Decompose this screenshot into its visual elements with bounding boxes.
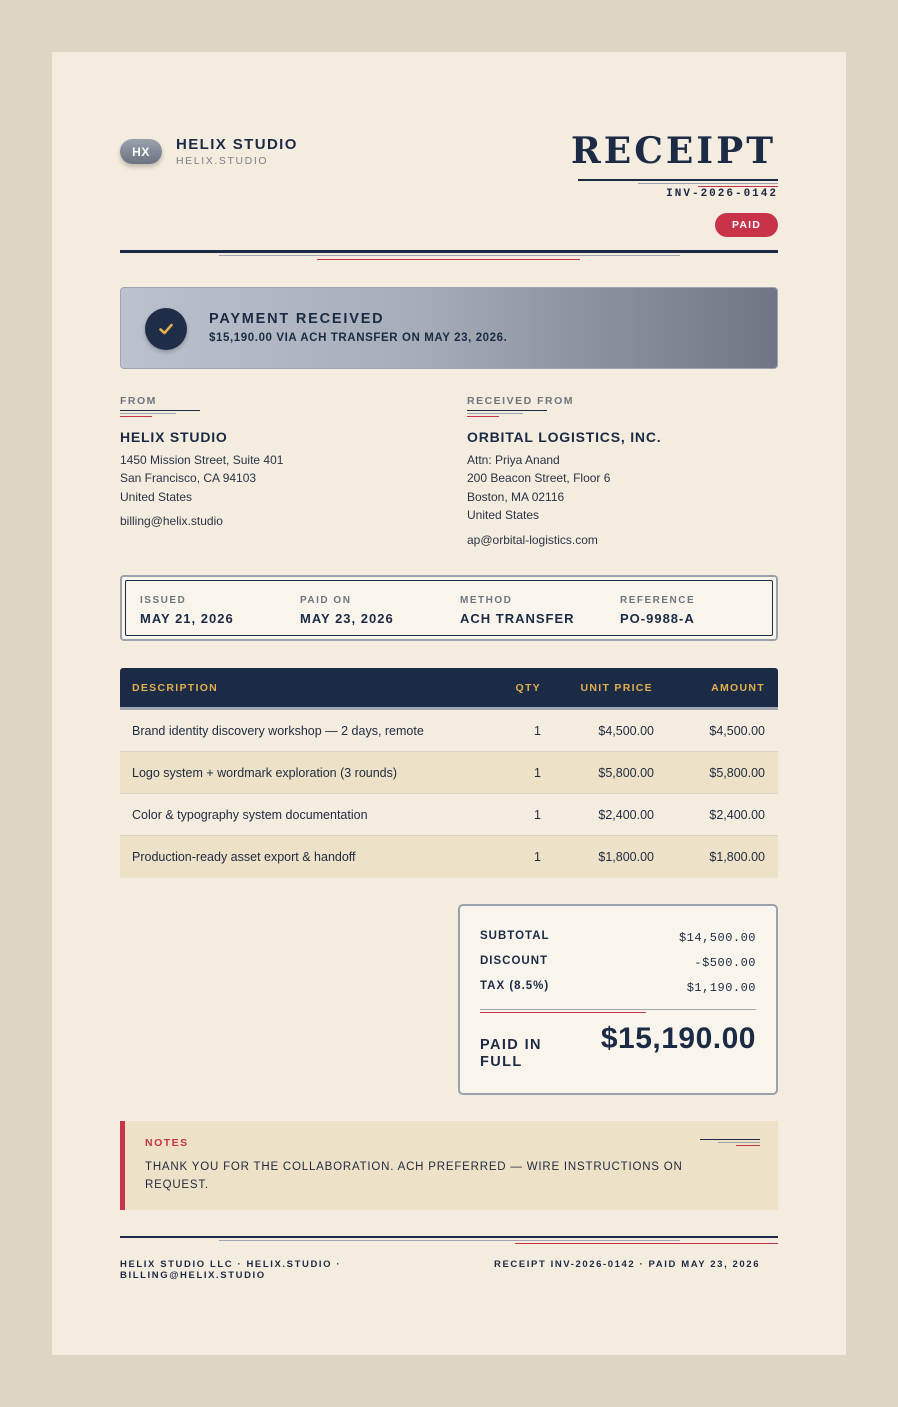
meta-method-label: METHOD [460,595,513,606]
received-from-label: RECEIVED FROM [467,395,575,407]
row-qty: 1 [534,808,541,822]
from-label: FROM [120,395,157,407]
row-unit-price: $1,800.00 [598,850,654,864]
received-from-name: ORBITAL LOGISTICS, INC. [467,429,662,445]
paid-in-full-value: $15,190.00 [600,1022,756,1055]
row-amount: $2,400.00 [709,808,765,822]
footer-divider [120,1236,778,1238]
subtotal-value: $14,500.00 [678,931,756,945]
row-amount: $1,800.00 [709,850,765,864]
banner-subtitle: $15,190.00 VIA ACH TRANSFER ON MAY 23, 2026. [209,332,508,344]
column-header-qty: QTY [515,682,541,694]
row-description: Brand identity discovery workshop — 2 days, remote [132,724,424,738]
from-address-3: United States [120,490,193,504]
footer-receipt-ref: RECEIPT INV-2026-0142 · PAID MAY 23, 2026 [494,1259,761,1270]
row-amount: $5,800.00 [709,766,765,780]
received-from-address-2: Boston, MA 02116 [467,490,565,504]
column-header-unit-price: UNIT PRICE [580,682,653,694]
received-from-address-1: 200 Beacon Street, Floor 6 [467,471,611,485]
row-description: Logo system + wordmark exploration (3 rounds) [132,766,398,780]
received-label-rule [467,410,547,411]
footer-divider-gray [219,1240,680,1241]
brand-name: HELIX STUDIO [176,136,298,153]
from-address-1: 1450 Mission Street, Suite 401 [120,453,284,467]
line-items-table [120,668,778,878]
from-email[interactable]: billing@helix.studio [120,514,223,528]
table-row [120,794,778,836]
notes-ornament-gray [718,1142,760,1143]
footer-divider-red [515,1243,778,1244]
meta-issued-value: MAY 21, 2026 [140,611,234,626]
payment-banner [120,287,778,369]
subtotal-label: SUBTOTAL [480,930,550,942]
received-label-rule-gray [467,413,523,414]
receipt-meta [120,575,778,641]
meta-method-value: ACH TRANSFER [460,611,575,626]
notes-ornament [700,1139,760,1140]
row-amount: $4,500.00 [709,724,765,738]
received-from-attn: Attn: Priya Anand [467,453,560,467]
meta-reference-label: REFERENCE [620,595,696,606]
meta-paid-on-label: PAID ON [300,595,352,606]
notes-section [120,1121,778,1210]
notes-text: THANK YOU FOR THE COLLABORATION. ACH PREFERRED — WIRE INSTRUCTIONS ON REQUEST. [145,1161,683,1191]
row-unit-price: $2,400.00 [598,808,654,822]
brand-logo: HX [120,139,162,164]
from-label-rule-red [120,416,152,417]
invoice-number: INV-2026-0142 [666,188,778,200]
notes-ornament-red [736,1145,760,1146]
status-badge: PAID [715,213,778,237]
notes-label: NOTES [145,1137,189,1149]
paid-in-full-label: PAID IN FULL [480,1037,542,1070]
totals-divider-red [480,1012,646,1013]
table-row [120,710,778,752]
received-from-email[interactable]: ap@orbital-logistics.com [467,533,598,547]
table-header [120,668,778,710]
header-divider-gray [219,255,680,256]
header-divider [120,250,778,253]
from-label-rule-gray [120,413,176,414]
totals-box [458,904,778,1095]
row-unit-price: $5,800.00 [598,766,654,780]
from-name: HELIX STUDIO [120,429,228,445]
row-unit-price: $4,500.00 [598,724,654,738]
brand-domain: HELIX.STUDIO [176,155,269,167]
banner-title: PAYMENT RECEIVED [209,311,385,327]
meta-paid-on-value: MAY 23, 2026 [300,611,394,626]
table-row [120,752,778,794]
row-description: Color & typography system documentation [132,808,368,822]
meta-reference-value: PO-9988-A [620,611,695,626]
column-header-amount: AMOUNT [711,682,765,694]
receipt-page [52,52,846,1355]
tax-value: $1,190.00 [686,981,756,995]
row-qty: 1 [534,850,541,864]
from-address-2: San Francisco, CA 94103 [120,471,257,485]
document-title: RECEIPT [570,130,776,172]
row-description: Production-ready asset export & handoff [132,850,356,864]
totals-divider [480,1009,756,1010]
received-label-rule-red [467,416,499,417]
discount-value: -$500.00 [694,956,756,970]
row-qty: 1 [534,766,541,780]
tax-label: TAX (8.5%) [480,980,550,992]
title-underline [578,179,778,181]
title-underline-gray [638,183,778,184]
row-qty: 1 [534,724,541,738]
meta-issued-label: ISSUED [140,595,187,606]
table-row [120,836,778,878]
receipt-meta-inner [125,580,773,636]
from-label-rule [120,410,200,411]
column-header-description: DESCRIPTION [132,682,219,694]
header-divider-red [317,259,580,260]
check-icon [145,308,187,350]
discount-label: DISCOUNT [480,955,549,967]
received-from-address-3: United States [467,508,540,522]
footer-company: HELIX STUDIO LLC · HELIX.STUDIO · BILLING@HELIX.STUDIO [120,1259,342,1281]
title-underline-red [698,186,778,187]
